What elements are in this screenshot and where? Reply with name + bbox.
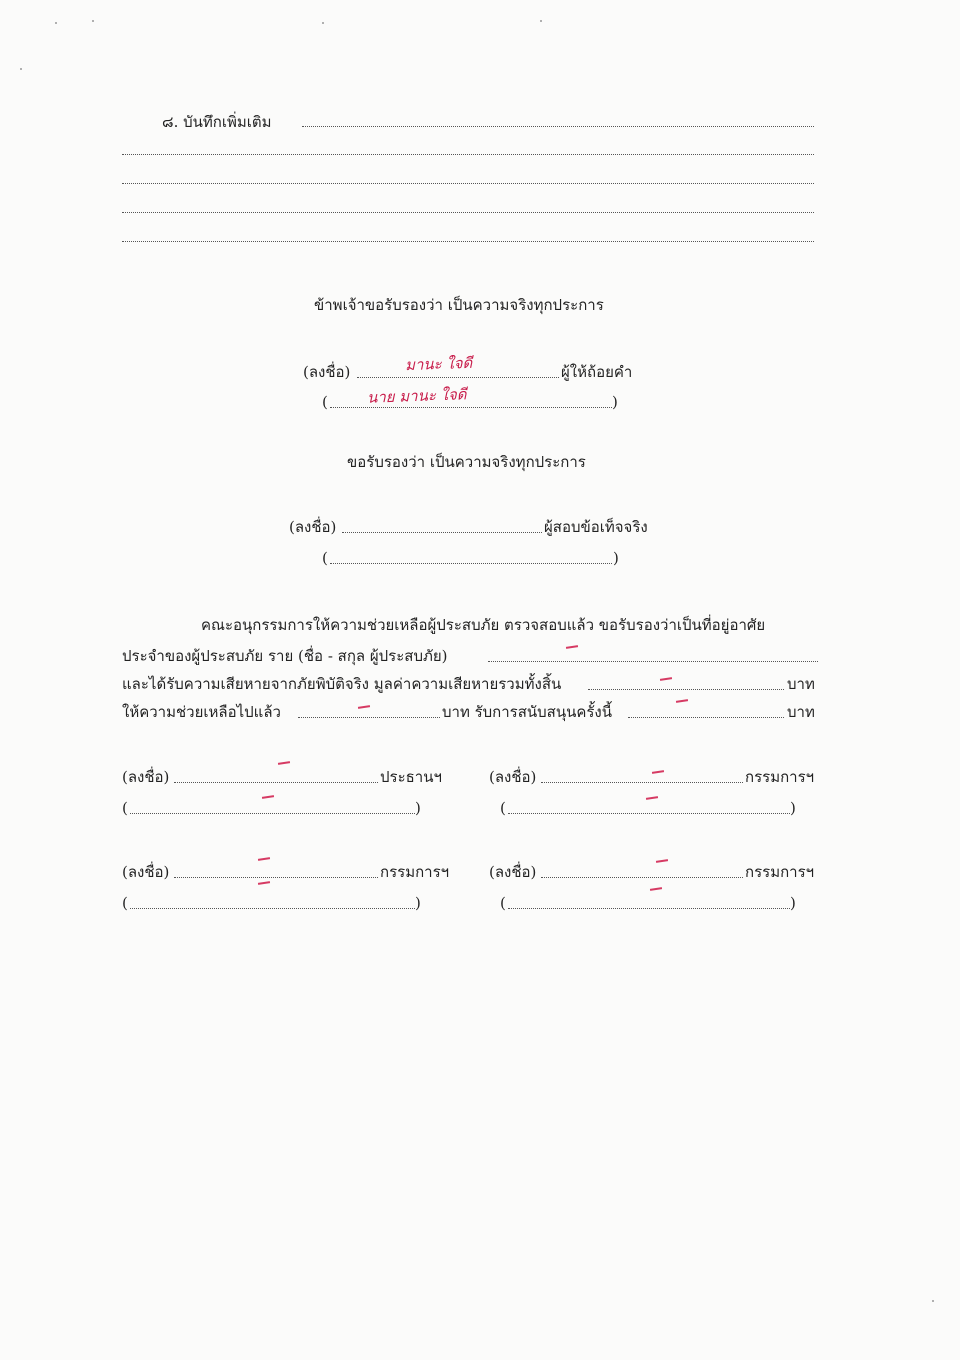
check-mark <box>278 761 290 765</box>
scan-speck <box>92 20 94 22</box>
scan-speck <box>540 20 542 22</box>
verifier-signature-line[interactable] <box>342 532 542 533</box>
member3-signature-line[interactable] <box>541 877 743 878</box>
member2-paren-close: ) <box>415 894 421 912</box>
statement-paren-close: ) <box>612 393 618 411</box>
scan-speck <box>322 22 324 24</box>
chair-paren-open: ( <box>122 799 128 817</box>
notes-label: ๘. บันทึกเพิ่มเติม <box>162 113 272 131</box>
verifier-sign-open: (ลงชื่อ) <box>289 518 337 536</box>
check-mark <box>646 796 658 800</box>
check-mark <box>258 881 270 885</box>
member1-sign-open: (ลงชื่อ) <box>489 768 537 786</box>
verifier-declaration: ขอรับรองว่า เป็นความจริงทุกประการ <box>347 453 586 471</box>
check-mark <box>660 677 672 681</box>
committee-line2: ประจำของผู้ประสบภัย ราย (ชื่อ - สกุล ผู้ประสบภัย) <box>122 647 448 665</box>
statement-signature-line[interactable] <box>357 377 559 378</box>
member3-sign-open: (ลงชื่อ) <box>489 863 537 881</box>
member3-paren-close: ) <box>790 894 796 912</box>
damage-value-line[interactable] <box>588 689 784 690</box>
statement-signature: มานะ ใจดี <box>404 353 473 375</box>
member1-name-line[interactable] <box>508 813 790 814</box>
notes-line[interactable] <box>122 183 814 184</box>
check-mark <box>652 770 664 774</box>
verifier-paren-close: ) <box>613 549 619 567</box>
member2-sign-open: (ลงชื่อ) <box>122 863 170 881</box>
member1-paren-close: ) <box>790 799 796 817</box>
notes-line[interactable] <box>122 212 814 213</box>
statement-declaration: ข้าพเจ้าขอรับรองว่า เป็นความจริงทุกประการ <box>314 296 604 314</box>
committee-line3-unit: บาท <box>787 675 815 693</box>
check-mark <box>358 705 370 709</box>
member3-name-line[interactable] <box>508 908 790 909</box>
member2-role: กรรมการฯ <box>380 863 450 881</box>
statement-paren-open: ( <box>322 393 328 411</box>
member2-name-line[interactable] <box>130 908 415 909</box>
member1-paren-open: ( <box>500 799 506 817</box>
verifier-paren-open: ( <box>322 549 328 567</box>
check-mark <box>262 795 274 799</box>
committee-line4-unit: บาท <box>787 703 815 721</box>
statement-sign-open: (ลงชื่อ) <box>303 363 351 381</box>
chair-signature-line[interactable] <box>174 782 378 783</box>
notes-line[interactable] <box>122 154 814 155</box>
verifier-role: ผู้สอบข้อเท็จจริง <box>544 518 648 536</box>
notes-line[interactable] <box>122 241 814 242</box>
check-mark <box>566 645 578 649</box>
check-mark <box>676 699 688 703</box>
aid-support-line[interactable] <box>628 717 784 718</box>
member2-paren-open: ( <box>122 894 128 912</box>
member1-role: กรรมการฯ <box>745 768 815 786</box>
verifier-name-line[interactable] <box>330 563 612 564</box>
statement-role: ผู้ให้ถ้อยคำ <box>561 363 633 381</box>
notes-line[interactable] <box>302 126 814 127</box>
statement-name: นาย มานะ ใจดี <box>366 385 467 407</box>
committee-line4a: ให้ความช่วยเหลือไปแล้ว <box>122 703 281 721</box>
chair-sign-open: (ลงชื่อ) <box>122 768 170 786</box>
scan-speck <box>20 68 22 70</box>
member2-signature-line[interactable] <box>174 877 378 878</box>
committee-line1: คณะอนุกรรมการให้ความช่วยเหลือผู้ประสบภัย ตรวจสอบแล้ว ขอรับรองว่าเป็นที่อยู่อาศัย <box>201 616 766 634</box>
chair-paren-close: ) <box>415 799 421 817</box>
scan-speck <box>55 22 57 24</box>
check-mark <box>650 887 662 891</box>
check-mark <box>656 859 668 863</box>
aid-given-line[interactable] <box>298 717 440 718</box>
committee-line3: และได้รับความเสียหายจากภัยพิบัติจริง มูลค่าความเสียหายรวมทั้งสิ้น <box>122 675 562 693</box>
chair-role: ประธานฯ <box>380 768 442 786</box>
check-mark <box>258 857 270 861</box>
scan-speck <box>932 1300 934 1302</box>
member1-signature-line[interactable] <box>541 782 743 783</box>
member3-paren-open: ( <box>500 894 506 912</box>
member3-role: กรรมการฯ <box>745 863 815 881</box>
committee-line4b: บาท รับการสนับสนุนครั้งนี้ <box>442 703 613 721</box>
victim-name-line[interactable] <box>488 661 818 662</box>
chair-name-line[interactable] <box>130 813 415 814</box>
